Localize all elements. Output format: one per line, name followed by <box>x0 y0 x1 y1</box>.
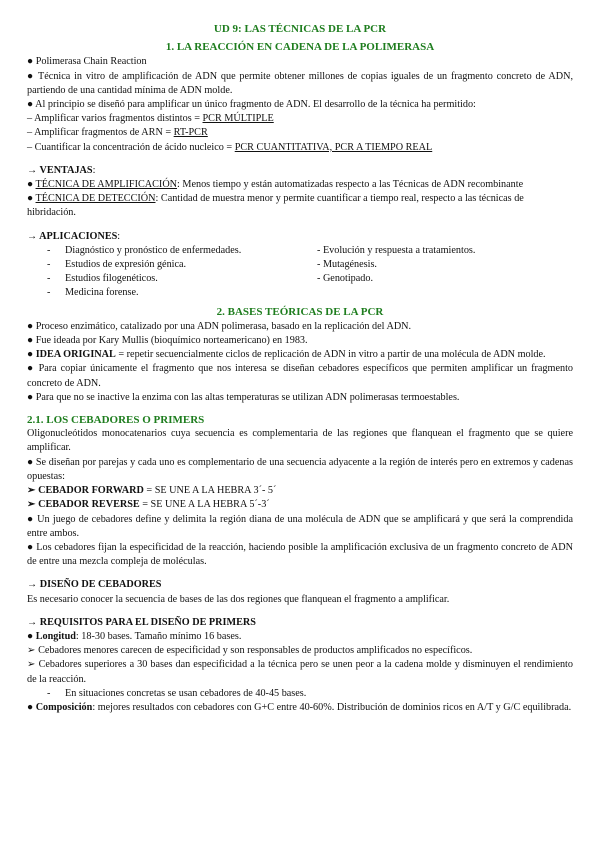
diseno-heading: → DISEÑO DE CEBADORES <box>27 579 162 591</box>
ventajas-heading: → VENTAJAS: <box>27 164 96 176</box>
bases-bullet-1: ● Proceso enzimático, catalizado por una ADN polimerasa, basado en la replicación del ADN. <box>27 320 412 332</box>
diseno-text: Es necesario conocer la secuencia de bases de las dos regiones que flanquean el fragmento a amplificar. <box>27 593 450 605</box>
bases-bullet-4: ● Para copiar únicamente el fragmento que nos interesa se diseñan cebadores específicos que permiten amplificar un fragmento concreto de ADN. <box>27 363 573 389</box>
dash-cuantificar: – Cuantificar la concentración de ácido nucleico = PCR CUANTITATIVA, PCR A TIEMPO REAL <box>27 141 433 153</box>
list-item: - Evolución y respuesta a tratamientos. <box>317 244 476 256</box>
bullet-principio: ● Al principio se diseñó para amplificar un único fragmento de ADN. El desarrollo de la técnica ha permitido: <box>27 99 476 111</box>
cebadores-bullet-3: ● Los cebadores fijan la especificidad de la reacción, haciendo posible la amplificación exclusiva de un fragmento concreto de ADN de entre una mezcla compleja de moléculas. <box>27 541 573 568</box>
dash-varios: – Amplificar varios fragmentos distintos = PCR MÚLTIPLE <box>27 113 274 125</box>
composicion-item: ● Composición: mejores resultados con cebadores con G+C entre 40-60%. Distribución de dominios ricos en A/T y G/C equilibrada. <box>27 701 572 713</box>
list-item: - Genotipado. <box>317 273 374 285</box>
rt-pcr-term: RT-PCR <box>173 127 208 139</box>
requisitos-heading: → REQUISITOS PARA EL DISEÑO DE PRIMERS <box>27 616 256 628</box>
requisito-arrow-2: ➢ Cebadores superiores a 30 bases dan especificidad a la técnica pero se unen peor a la cadena molde y disminuyen el rendimiento de la reacción. <box>27 659 573 685</box>
bases-bullet-2: ● Fue ideada por Kary Mullis (bioquímico norteamericano) en 1983. <box>27 335 308 347</box>
list-item: - Estudios de expresión génica. <box>47 259 187 271</box>
section-1-title: 1. LA REACCIÓN EN CADENA DE LA POLIMERASA <box>165 41 435 54</box>
dash-arn: – Amplificar fragmentos de ARN = RT-PCR <box>27 127 208 139</box>
ventaja-deteccion: ● TÉCNICA DE DETECCIÓN: Cantidad de muestra menor y permite cuantificar a tiempo real, respecto a las técnicas de hibridación. <box>27 193 524 219</box>
pcr-multiple-term: PCR MÚLTIPLE <box>202 113 274 125</box>
list-item <box>317 286 577 300</box>
cebador-forward: ➢ CEBADOR FORWARD = SE UNE A LA HEBRA 3´- 5´ <box>27 485 277 497</box>
pcr-cuantitativa-term: PCR CUANTITATIVA, PCR A TIEMPO REAL <box>234 141 433 153</box>
list-item: - Mutagénesis. <box>317 259 377 271</box>
list-item: - Medicina forense. <box>47 287 139 299</box>
cebador-reverse: ➢ CEBADOR REVERSE = SE UNE A LA HEBRA 5´-3´ <box>27 499 270 511</box>
list-item: - Diagnóstico y pronóstico de enfermedades. <box>47 244 242 256</box>
section-2-title: 2. BASES TEÓRICAS DE LA PCR <box>216 305 384 318</box>
cebadores-bullet-1: ● Se diseñan por parejas y cada uno es complementario de una secuencia adyacente a la región de interés pero en extremos y cadenas opuestas: <box>27 456 573 482</box>
bullet-tecnica: ● Técnica in vitro de amplificación de ADN que permite obtener millones de copias iguales de un fragmento concreto de ADN, partiendo de una cantidad mínima de ADN molde. <box>27 70 573 96</box>
aplicaciones-list <box>27 244 573 301</box>
aplicaciones-heading: → APLICACIONES: <box>27 230 121 242</box>
longitud-item: ● Longitud: 18-30 bases. Tamaño mínimo 16 bases. <box>27 630 242 642</box>
cebadores-bullet-2: ● Un juego de cebadores define y delimita la región diana de una molécula de ADN que se amplificará y que será la comprendida entre ambos. <box>27 513 573 539</box>
bases-bullet-5: ● Para que no se inactive la enzima con las altas temperaturas se utilizan ADN polimerasas termoestables. <box>27 391 460 403</box>
list-item: - Estudios filogenéticos. <box>47 273 158 285</box>
ventaja-amplificacion: ● TÉCNICA DE AMPLIFICACIÓN: Menos tiempo y están automatizadas respecto a las Técnicas de ADN recombinante <box>27 179 524 191</box>
bullet-polymerase: ● Polimerasa Chain Reaction <box>27 56 147 68</box>
cebadores-intro: Oligonucleótidos monocatenarios cuya secuencia es complementaria de las regiones que flanquean el fragmento que se quiere amplificar. <box>27 428 573 454</box>
bases-bullet-3: ● IDEA ORIGINAL = repetir secuencialmente ciclos de replicación de ADN in vitro a partir de una molécula de ADN molde. <box>27 349 546 361</box>
section-2-1-title: 2.1. LOS CEBADORES O PRIMERS <box>27 414 205 427</box>
document-title: UD 9: LAS TÉCNICAS DE LA PCR <box>213 23 387 35</box>
requisito-sub-item: - En situaciones concretas se usan cebadores de 40-45 bases. <box>47 687 307 699</box>
requisito-arrow-1: ➢ Cebadores menores carecen de especificidad y son responsables de productos amplificados no específicos. <box>27 645 473 657</box>
